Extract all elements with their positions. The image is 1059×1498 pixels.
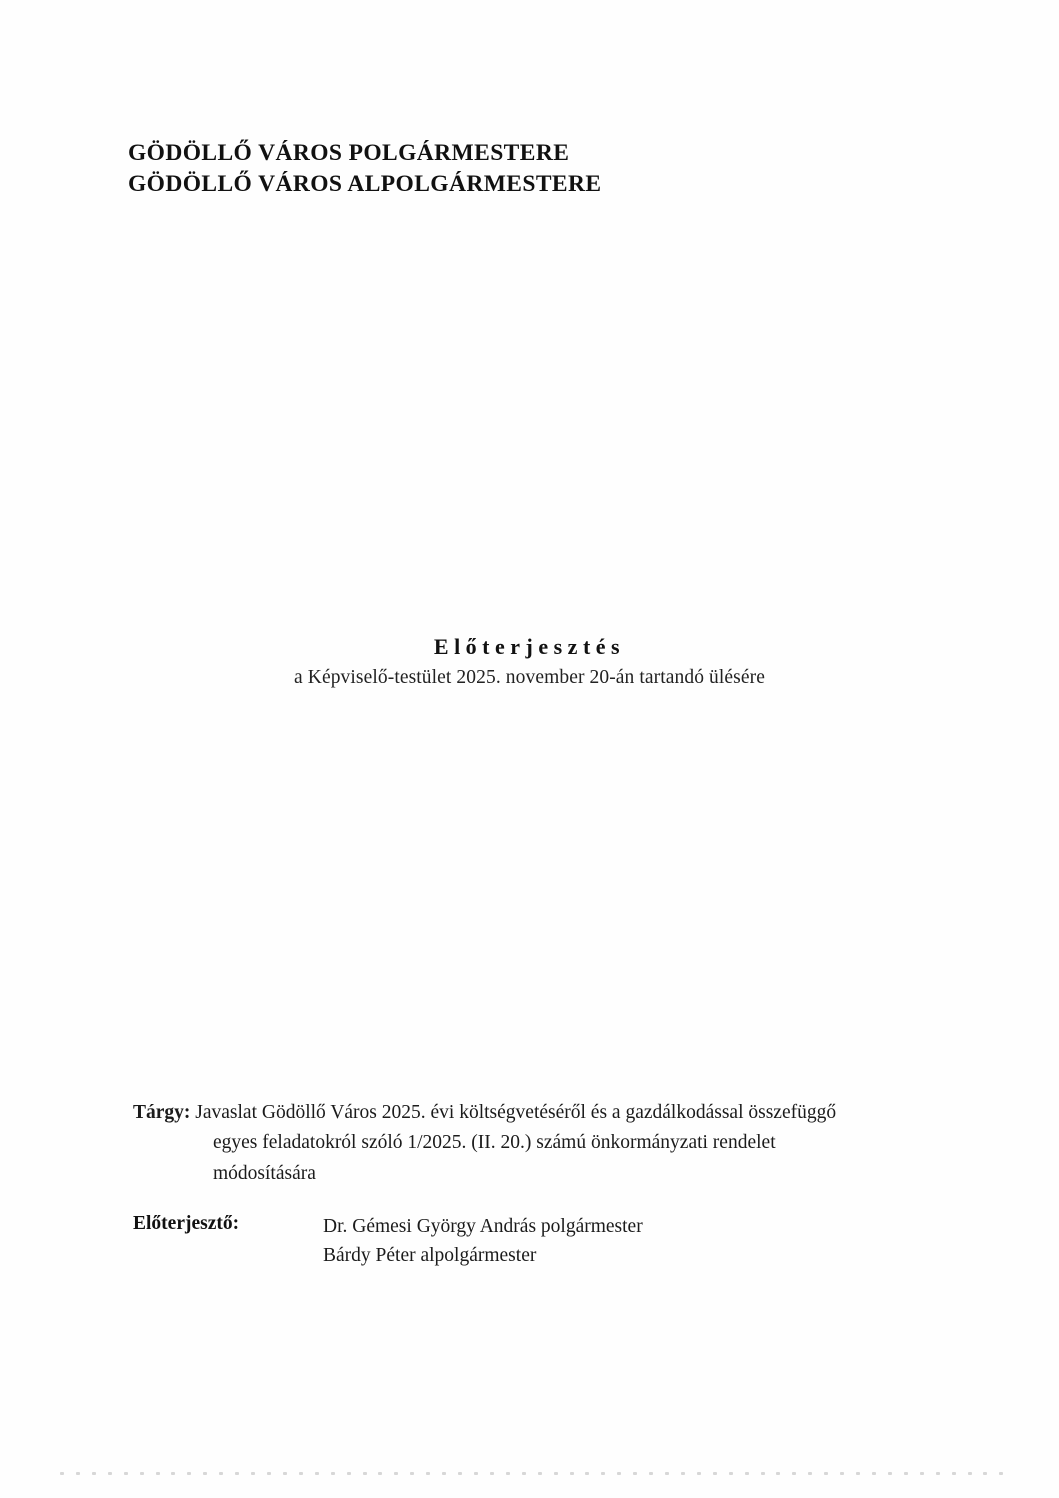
subject-label: Tárgy: [133,1101,191,1123]
presenter-name-deputy: Bárdy Péter alpolgármester [323,1244,537,1266]
subject-paragraph [133,1098,973,1190]
letterhead-line-deputy-mayor: GÖDÖLLŐ VÁROS ALPOLGÁRMESTERE [128,171,602,198]
letterhead [128,138,928,201]
letterhead-line-mayor: GÖDÖLLŐ VÁROS POLGÁRMESTERE [128,140,570,166]
subject-text-line-3: módosítására [213,1163,316,1185]
subject-text-line-2: egyes feladatokról szóló 1/2025. (II. 20.) számú önkormányzati rendelet [213,1132,776,1154]
title-block [0,634,1059,689]
presenter-names [323,1213,643,1271]
presenter-name-mayor: Dr. Gémesi György András polgármester [323,1216,643,1237]
document-subtitle: a Képviselő-testület 2025. november 20-án tartandó ülésére [294,667,765,688]
footer-scan-artifact [60,1470,1004,1476]
presenter-label: Előterjesztő: [133,1213,240,1234]
subject-block [133,1078,973,1209]
subject-text-line-1: Javaslat Gödöllő Város 2025. évi költségvetéséről és a gazdálkodással összefüggő [195,1101,837,1123]
document-title: Előterjesztés [433,634,626,659]
presenter-block [133,1213,973,1271]
